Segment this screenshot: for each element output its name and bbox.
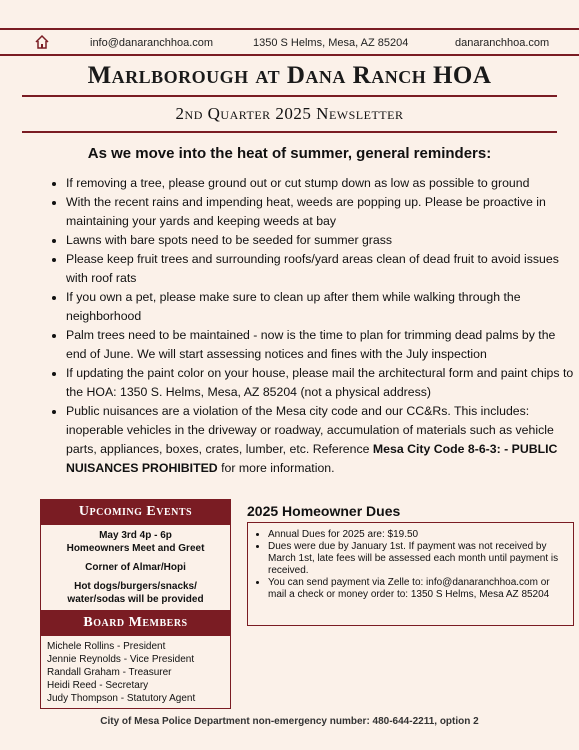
board-members-list [40,636,231,709]
board-member: Jennie Reynolds - Vice President [47,654,195,665]
board-member: Randall Graham - Treasurer [47,667,172,678]
dues-list [256,529,565,601]
contact-website: danaranchhoa.com [455,37,550,49]
dues-box [247,522,574,626]
event-name: Homeowners Meet and Greet [66,543,205,554]
reminder-item: • Lawns with bare spots need to be seeded for summer grass [66,231,578,250]
reminder-item: • If removing a tree, please ground out or cut stump down as low as possible to ground [66,174,578,193]
reminder-item: • With the recent rains and impending heat, weeds are popping up. Please be proactive in maintaining your yards and keeping weeds at bay [66,193,578,231]
upcoming-events-box [40,499,231,611]
event-location: Corner of Almar/Hopi [85,562,186,573]
upcoming-events-body [40,525,231,611]
police-nonemergency-footer: City of Mesa Police Department non-emergency number: 480-644-2211, option 2 [100,716,479,727]
reminders-heading: As we move into the heat of summer, general reminders: [87,145,492,162]
dues-item: • You can send payment via Zelle to: info@danaranchhoa.com or mail a check or money order to: 1350 S Helms, Mesa AZ 85204 [268,577,565,601]
reminder-item-nuisance [66,402,578,478]
board-members-box [40,610,231,709]
dues-item: • Dues were due by January 1st. If payment was not received by March 1st, late fees will be assessed each month until payment is received. [268,541,565,577]
reminder-item: • If you own a pet, please make sure to clean up after them while walking through the neighborhood [66,288,578,326]
newsletter-title: Marlborough at Dana Ranch HOA [87,62,492,89]
board-member: Michele Rollins - President [47,641,166,652]
subtitle-rule [22,131,557,133]
nuisance-text: Public nuisances are a violation of the Mesa city code and our CC&Rs. This includes: inoperable vehicles in the driveway or roadway, accumulation of materials such as vehicle parts, appliances, boxes, crates, lumber, etc. Reference [66,404,554,456]
home-icon [34,34,50,50]
reminder-item: • Please keep fruit trees and surrounding roofs/yard areas clean of dead fruit to avoid issues with roof rats [66,250,578,288]
newsletter-subtitle: 2nd Quarter 2025 Newsletter [175,104,404,123]
city-code-reference: Mesa City Code 8-6-3: - PUBLIC NUISANCES PROHIBITED [66,442,558,475]
contact-bar [0,28,579,56]
event-date: May 3rd 4p - 6p [99,530,172,541]
event-food-line1: Hot dogs/burgers/snacks/ [74,581,197,592]
board-member: Heidi Reed - Secretary [47,680,149,691]
nuisance-tail: for more information. [217,461,335,475]
title-rule [22,95,557,97]
upcoming-events-heading: Upcoming Events [40,499,231,525]
board-member: Judy Thompson - Statutory Agent [47,693,196,704]
newsletter-title-block [0,62,579,90]
reminder-item: • Palm trees need to be maintained - now is the time to plan for trimming dead palms by the end of June. We will start assessing notices and fines with the July inspection [66,326,578,364]
contact-address: 1350 S Helms, Mesa, AZ 85204 [253,37,409,49]
event-food-line2: water/sodas will be provided [67,594,204,605]
reminder-item: • If updating the paint color on your house, please mail the architectural form and paint chips to the HOA: 1350 S. Helms, Mesa, AZ 85204 (not a physical address) [66,364,578,402]
dues-item: • Annual Dues for 2025 are: $19.50 [268,529,565,541]
reminders-list [48,174,578,478]
contact-email: info@danaranchhoa.com [90,37,214,49]
dues-heading: 2025 Homeowner Dues [247,503,401,519]
board-members-heading: Board Members [40,610,231,636]
